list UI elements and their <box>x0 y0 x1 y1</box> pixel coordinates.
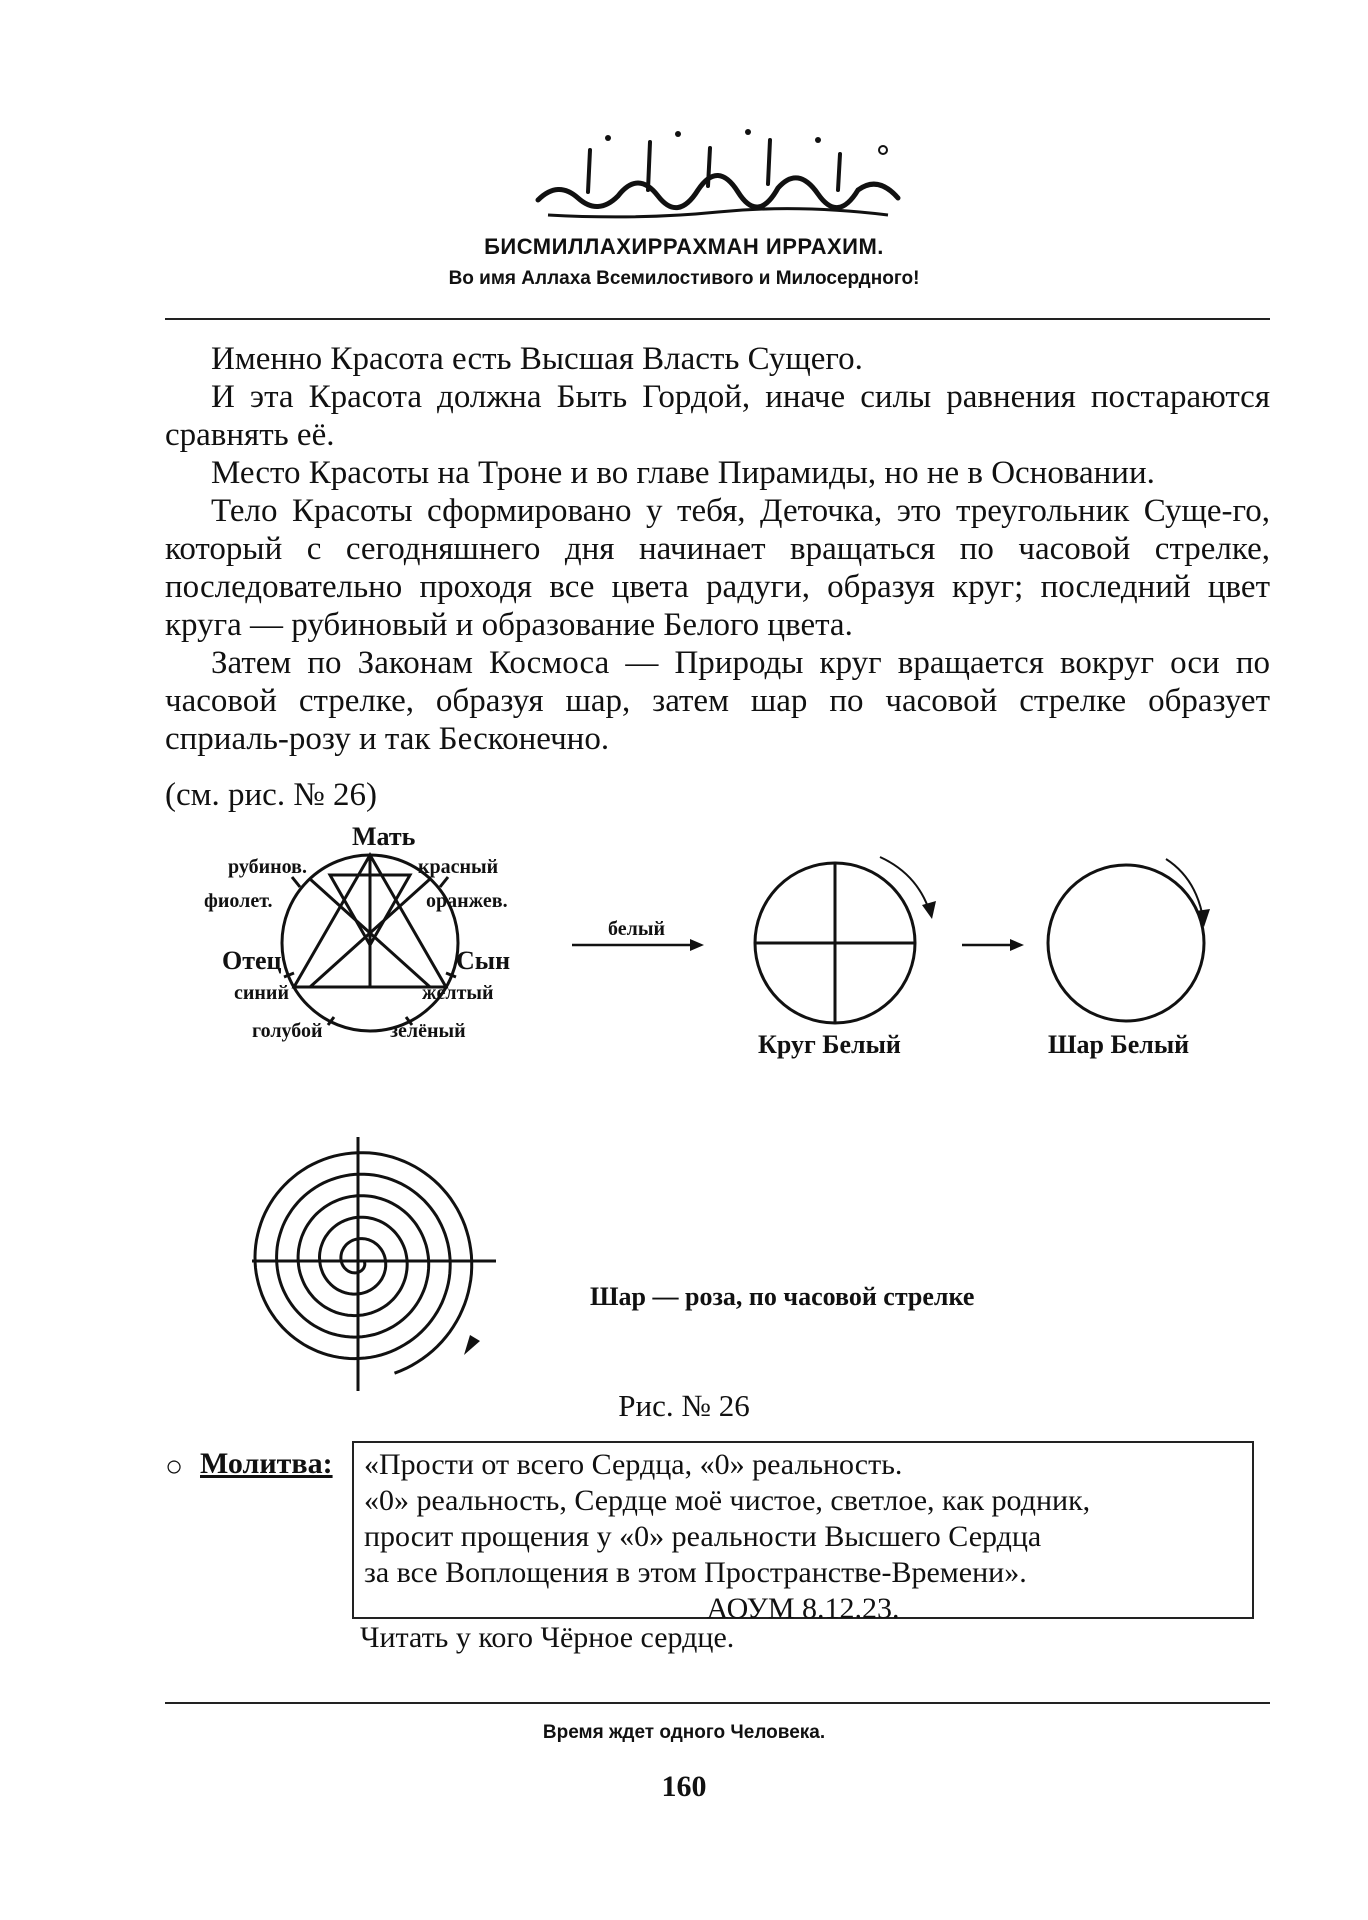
clockwise-arrow-icon <box>922 901 936 919</box>
bismillah-calligraphy <box>518 120 918 230</box>
prayer-line: за все Воплощения в этом Пространстве-Времени». <box>364 1556 1027 1589</box>
label-white-sphere: Шар Белый <box>1048 1030 1190 1059</box>
label-white-circle: Круг Белый <box>758 1030 901 1059</box>
label-blue: синий <box>234 982 289 1004</box>
arrow-head-icon <box>1010 939 1024 951</box>
label-spiral-rose: Шар — роза, по часовой стрелке <box>590 1282 975 1311</box>
label-orange: оранжев. <box>426 890 508 912</box>
prayer-line: просит прощения у «0» реальности Высшего Сердца <box>364 1520 1042 1553</box>
paragraph: И эта Красота должна Быть Гордой, иначе силы равнения постараются сравнять её. <box>165 379 1270 453</box>
page-number: 160 <box>661 1770 707 1803</box>
spiral-rose-diagram <box>252 1137 496 1391</box>
header-rule <box>165 318 1270 320</box>
prayer-signature: АОУМ 8.12.23. <box>706 1592 900 1625</box>
label-father: Отец <box>222 946 282 975</box>
label-green: зелёный <box>390 1020 466 1042</box>
paragraph: Тело Красоты сформировано у тебя, Деточка, это треугольник Суще-го, который с сегодняшнего дня начинает вращаться по часовой стрелке, последовательно проходя все цвета радуги, образуя круг; последний цвет круга — рубиновый и образование Белого цвета. <box>165 493 1270 643</box>
body-text <box>165 340 1270 758</box>
paragraph: Именно Красота есть Высшая Власть Сущего. <box>211 341 863 377</box>
white-circle-diagram <box>755 857 928 1023</box>
label-son: Сын <box>456 946 511 975</box>
prayer-note: Читать у кого Чёрное сердце. <box>360 1621 735 1654</box>
footer-rule <box>165 1702 1270 1704</box>
label-violet: фиолет. <box>204 890 273 912</box>
paragraph: Место Красоты на Троне и во главе Пирамиды, но не в Основании. <box>211 455 1155 491</box>
label-white: белый <box>608 918 665 940</box>
label-red: красный <box>418 856 499 878</box>
arrow-head-icon <box>690 939 704 951</box>
prayer-label: Молитва: <box>200 1447 333 1480</box>
triangle-circle-diagram <box>282 855 458 1031</box>
header-subtitle: Во имя Аллаха Всемилостивого и Милосердного! <box>448 268 920 289</box>
header-title: БИСМИЛЛАХИРРАХМАН ИРРАХИМ. <box>484 234 884 259</box>
label-yellow: жёлтый <box>422 982 494 1004</box>
figure-reference: (см. рис. № 26) <box>165 777 378 813</box>
prayer-line: «0» реальность, Сердце моё чистое, светлое, как родник, <box>364 1484 1091 1517</box>
prayer-line: «Прости от всего Сердца, «0» реальность. <box>364 1448 903 1481</box>
label-ruby: рубинов. <box>228 856 307 878</box>
bullet-icon: ○ <box>165 1450 184 1483</box>
clockwise-arrow-icon <box>464 1335 480 1355</box>
figure-caption: Рис. № 26 <box>618 1388 750 1423</box>
footer-slogan: Время ждет одного Человека. <box>542 1722 826 1743</box>
figure-26 <box>180 815 1300 1415</box>
white-sphere-diagram <box>1048 859 1204 1021</box>
clockwise-arrow-icon <box>1196 909 1210 927</box>
prayer-box <box>352 1441 1254 1625</box>
label-mother: Мать <box>352 822 416 851</box>
paragraph: Затем по Законам Космоса — Природы круг вращается вокруг оси по часовой стрелке, образуя шар, затем шар по часовой стрелке образует сприаль-розу и так Бесконечно. <box>165 645 1270 757</box>
label-light-blue: голубой <box>252 1020 323 1042</box>
